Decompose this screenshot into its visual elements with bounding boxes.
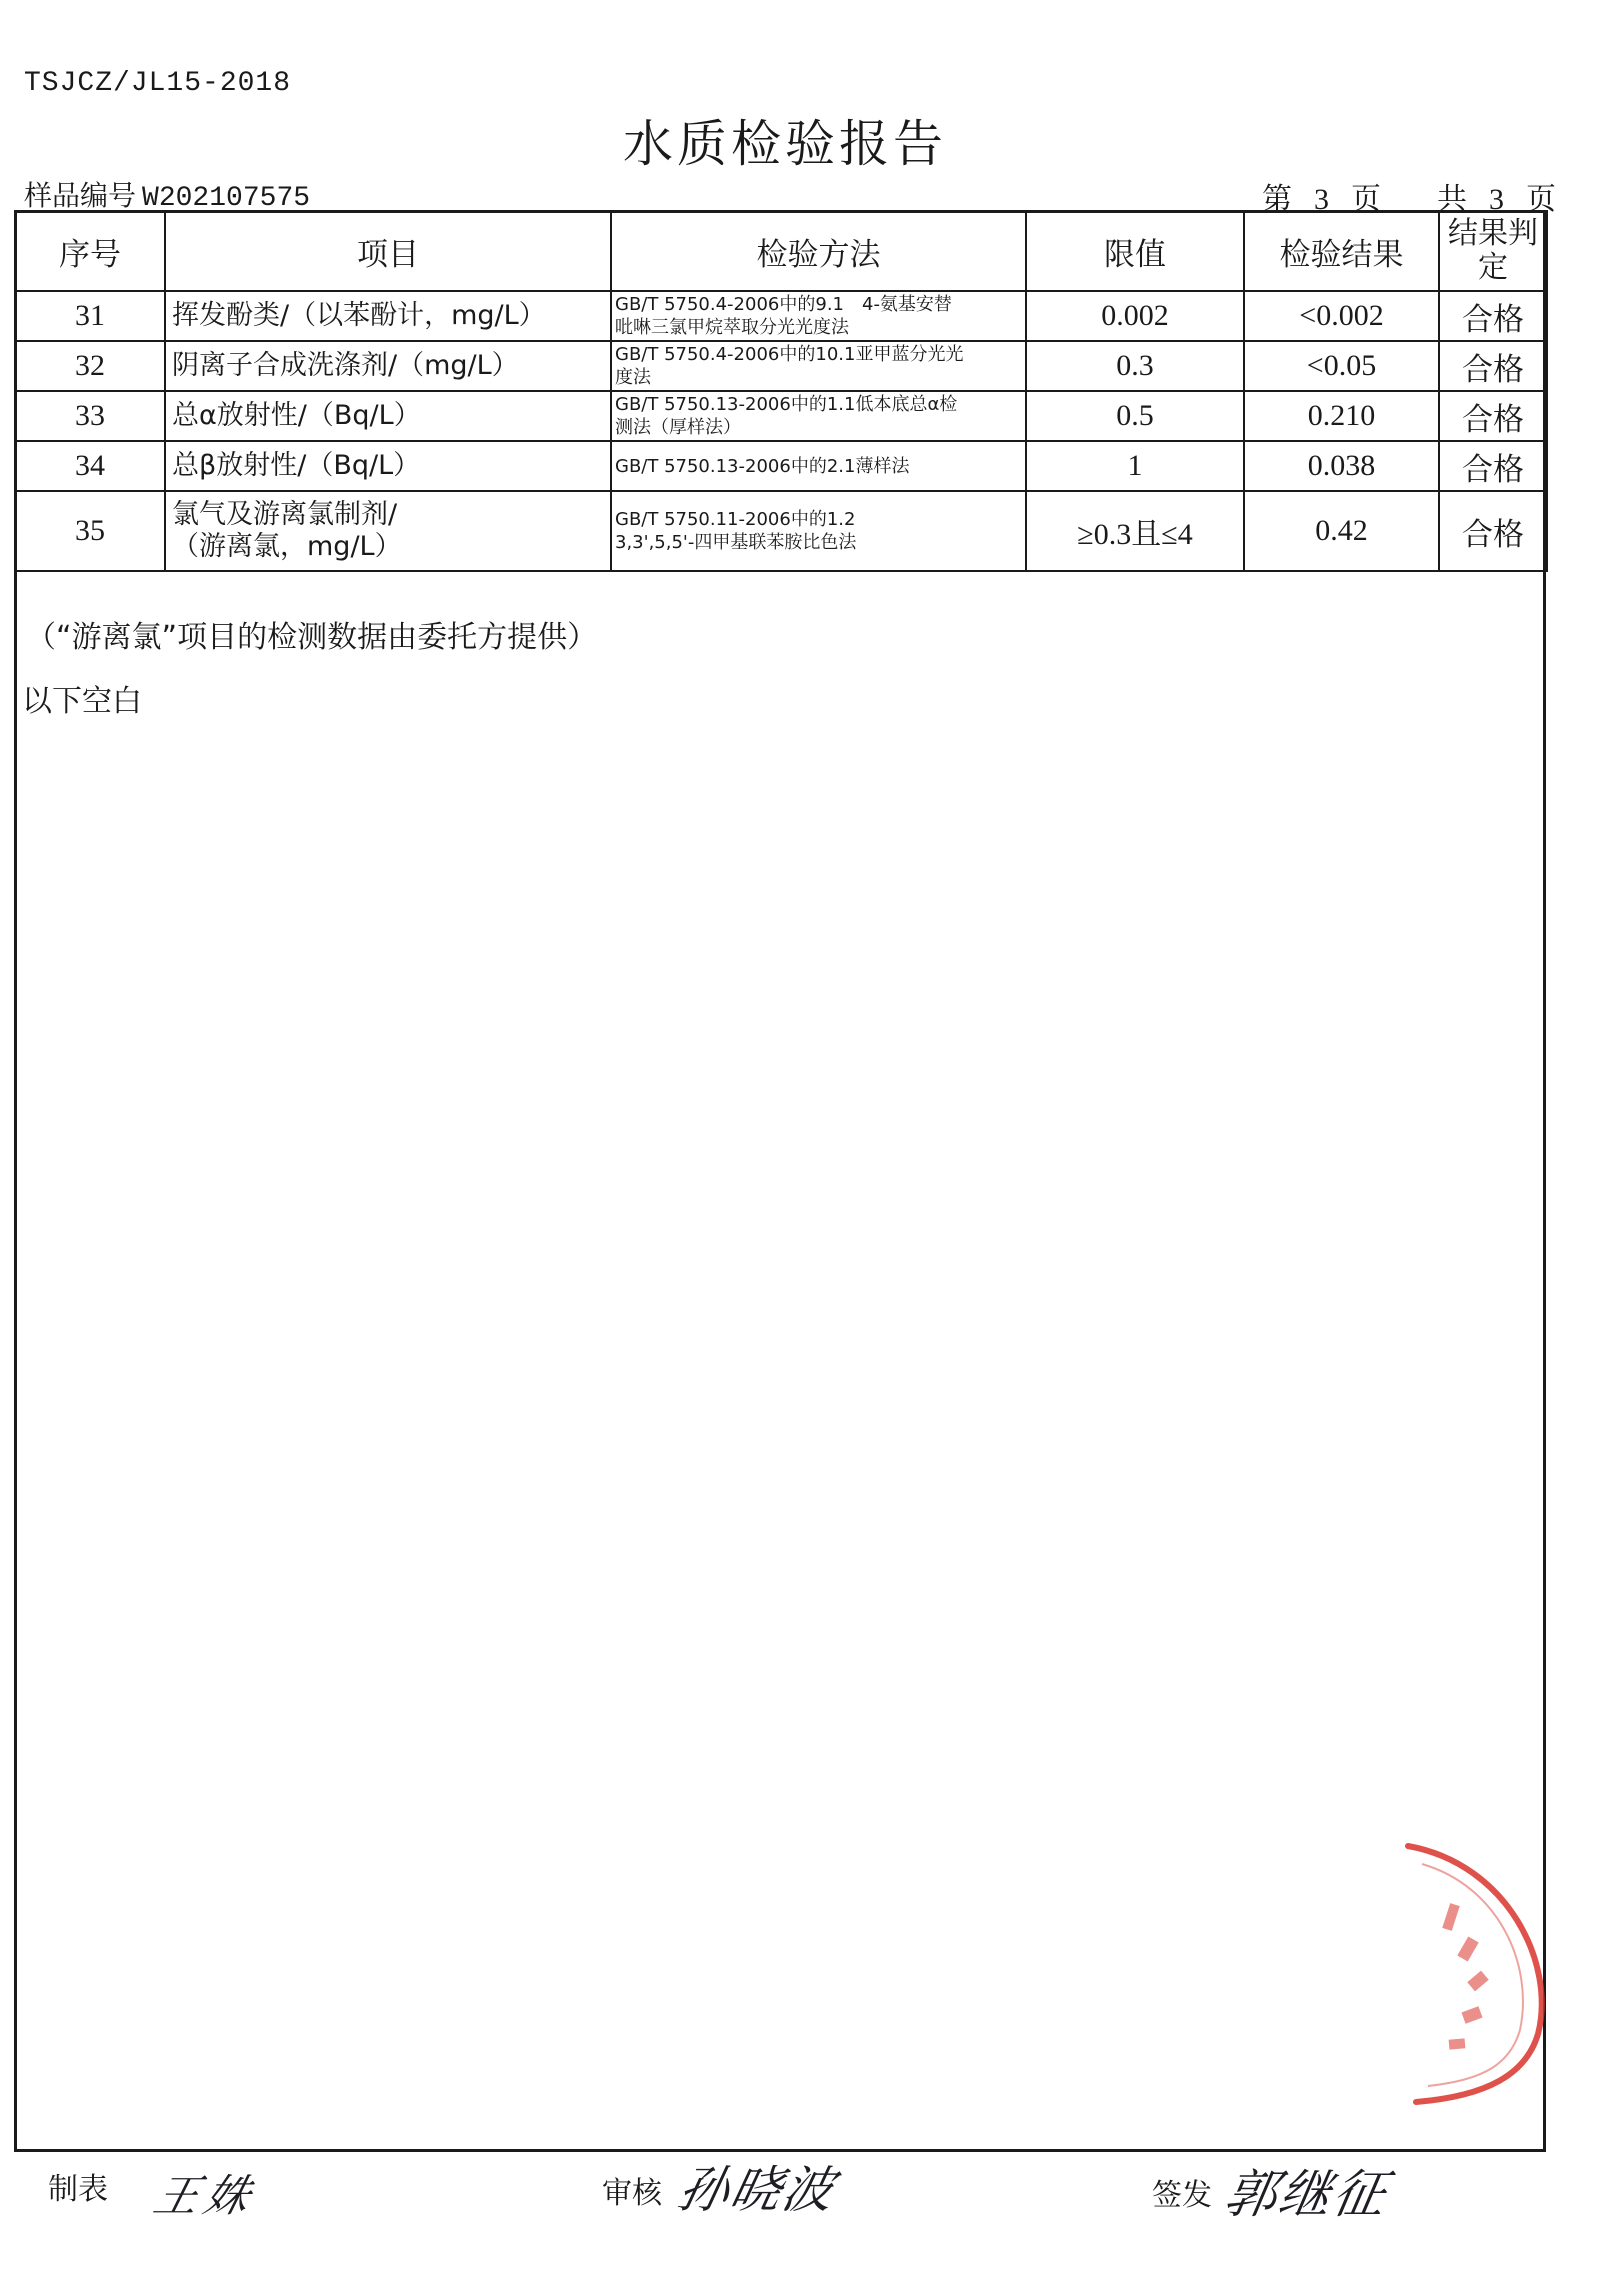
row-number: 32	[15, 341, 165, 391]
row-item: 阴离子合成洗涤剂/（mg/L）	[165, 341, 611, 391]
row-limit: ≥0.3且≤4	[1026, 491, 1244, 571]
document-code: TSJCZ/JL15-2018	[24, 68, 292, 99]
table-row	[15, 441, 1547, 491]
row-result: 0.038	[1244, 441, 1439, 491]
row-verdict: 合格	[1439, 391, 1547, 441]
table-row	[15, 291, 1547, 341]
method-line: 吡啉三氯甲烷萃取分光光度法	[615, 317, 849, 338]
row-item: 总β放射性/（Bq/L）	[165, 441, 611, 491]
row-result: <0.05	[1244, 341, 1439, 391]
maker-signature: 王姝	[148, 2171, 262, 2222]
row-method	[611, 491, 1026, 571]
page-unit: 页	[1351, 182, 1381, 217]
row-method	[611, 391, 1026, 441]
method-line: 测法（厚样法）	[615, 417, 741, 438]
row-item: 总α放射性/（Bq/L）	[165, 391, 611, 441]
table-row	[15, 491, 1547, 571]
sample-number: W202107575	[142, 183, 311, 214]
table-row	[15, 391, 1547, 441]
method-line: GB/T 5750.4-2006中的9.1 4-氨基安替	[615, 294, 952, 315]
method-line: GB/T 5750.11-2006中的1.2	[615, 509, 856, 530]
row-verdict: 合格	[1439, 341, 1547, 391]
method-line: 度法	[615, 367, 651, 388]
row-verdict: 合格	[1439, 491, 1547, 571]
row-limit: 0.5	[1026, 391, 1244, 441]
row-item	[165, 491, 611, 571]
col-header-item: 项目	[165, 211, 611, 291]
table-row	[15, 341, 1547, 391]
item-line: （游离氯，mg/L）	[172, 531, 402, 562]
col-header-verdict: 结果判定	[1439, 211, 1547, 291]
item-line: 氯气及游离氯制剂/	[172, 499, 398, 530]
data-source-note: （“游离氯”项目的检测数据由委托方提供）	[26, 620, 598, 655]
row-method	[611, 291, 1026, 341]
page-total-prefix: 共	[1437, 182, 1467, 217]
col-header-result: 检验结果	[1244, 211, 1439, 291]
col-header-limit: 限值	[1026, 211, 1244, 291]
issuer-signature: 郭继征	[1219, 2165, 1393, 2225]
method-line: GB/T 5750.4-2006中的10.1亚甲蓝分光光	[615, 344, 964, 365]
table-header-row	[15, 211, 1547, 291]
row-item: 挥发酚类/（以苯酚计，mg/L）	[165, 291, 611, 341]
page-prefix: 第	[1262, 182, 1292, 217]
row-result: 0.210	[1244, 391, 1439, 441]
sample-number-label: 样品编号	[24, 179, 137, 212]
row-limit: 1	[1026, 441, 1244, 491]
method-line: GB/T 5750.13-2006中的2.1薄样法	[615, 455, 910, 477]
row-method	[611, 341, 1026, 391]
method-line: 3,3',5,5'-四甲基联苯胺比色法	[615, 532, 857, 553]
row-result: 0.42	[1244, 491, 1439, 571]
method-line: GB/T 5750.13-2006中的1.1低本底总α检	[615, 394, 958, 415]
page-total-unit: 页	[1526, 182, 1556, 217]
reviewer-label: 审核	[602, 2176, 662, 2211]
row-limit: 0.3	[1026, 341, 1244, 391]
maker-label: 制表	[48, 2172, 108, 2207]
issuer-label: 签发	[1152, 2178, 1212, 2213]
col-header-method: 检验方法	[611, 211, 1026, 291]
blank-below-note: 以下空白	[22, 684, 142, 719]
row-result: <0.002	[1244, 291, 1439, 341]
row-number: 34	[15, 441, 165, 491]
reviewer-signature: 孙晓波	[672, 2161, 842, 2219]
report-title: 水质检验报告	[623, 115, 947, 173]
official-seal-stamp	[1388, 1834, 1558, 2110]
row-number: 31	[15, 291, 165, 341]
row-limit: 0.002	[1026, 291, 1244, 341]
col-header-no: 序号	[15, 211, 165, 291]
results-table	[14, 210, 1548, 572]
row-method	[611, 441, 1026, 491]
row-number: 35	[15, 491, 165, 571]
row-number: 33	[15, 391, 165, 441]
row-verdict: 合格	[1439, 291, 1547, 341]
page-total: 3	[1489, 183, 1504, 216]
sample-number-line	[24, 174, 310, 214]
row-verdict: 合格	[1439, 441, 1547, 491]
page-current: 3	[1314, 183, 1329, 216]
